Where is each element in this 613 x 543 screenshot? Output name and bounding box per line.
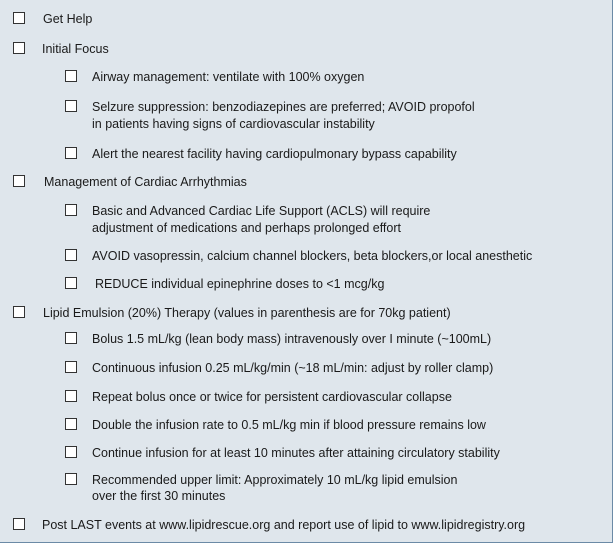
checkbox[interactable] — [65, 390, 77, 402]
checkbox[interactable] — [65, 446, 77, 458]
item-text: Bolus 1.5 mL/kg (lean body mass) intravenously over I minute (~100mL) — [92, 332, 492, 346]
checkbox[interactable] — [13, 175, 25, 187]
checkbox[interactable] — [65, 249, 77, 261]
item-text: Continuous infusion 0.25 mL/kg/min (~18 mL/min: adjust by roller clamp) — [92, 361, 494, 375]
item-text-line-2: in patients having signs of cardiovascular instability — [92, 117, 375, 131]
item-text: Alert the nearest facility having cardiopulmonary bypass capability — [92, 147, 457, 161]
checkbox[interactable] — [65, 332, 77, 344]
checkbox[interactable] — [13, 518, 25, 530]
item-text: Post LAST events at www.lipidrescue.org and report use of lipid to www.lipidregistry.org — [42, 518, 526, 532]
checkbox[interactable] — [65, 70, 77, 82]
checkbox[interactable] — [65, 277, 77, 289]
item-text: Repeat bolus once or twice for persistent cardiovascular collapse — [92, 390, 452, 404]
item-text: Double the infusion rate to 0.5 mL/kg min if blood pressure remains low — [92, 418, 486, 432]
checkbox[interactable] — [65, 100, 77, 112]
checkbox[interactable] — [13, 42, 25, 54]
checkbox[interactable] — [65, 418, 77, 430]
item-text: AVOID vasopressin, calcium channel blockers, beta blockers,or local anesthetic — [92, 249, 533, 263]
item-text-line-2: over the first 30 minutes — [92, 489, 226, 503]
item-text: Management of Cardiac Arrhythmias — [44, 175, 247, 189]
checkbox[interactable] — [65, 473, 77, 485]
item-text-line-1: Recommended upper limit: Approximately 10 mL/kg lipid emulsion — [92, 473, 458, 487]
item-text-line-1: Basic and Advanced Cardiac Life Support (ACLS) will require — [92, 204, 431, 218]
item-text-line-2: adjustment of medications and perhaps prolonged effort — [92, 221, 401, 235]
checkbox[interactable] — [65, 204, 77, 216]
item-text: Get Help — [43, 12, 93, 26]
item-text: Airway management: ventilate with 100% oxygen — [92, 70, 365, 84]
item-text: Initial Focus — [42, 42, 109, 56]
checkbox[interactable] — [13, 306, 25, 318]
item-text: Continue infusion for at least 10 minutes after attaining circulatory stability — [92, 446, 500, 460]
item-text: REDUCE individual epinephrine doses to <1 mcg/kg — [95, 277, 385, 291]
checkbox[interactable] — [65, 361, 77, 373]
checkbox[interactable] — [13, 12, 25, 24]
checkbox[interactable] — [65, 147, 77, 159]
item-text-line-1: Selzure suppression: benzodiazepines are preferred; AVOID propofol — [92, 100, 475, 114]
item-text: Lipid Emulsion (20%) Therapy (values in parenthesis are for 70kg patient) — [43, 306, 451, 320]
